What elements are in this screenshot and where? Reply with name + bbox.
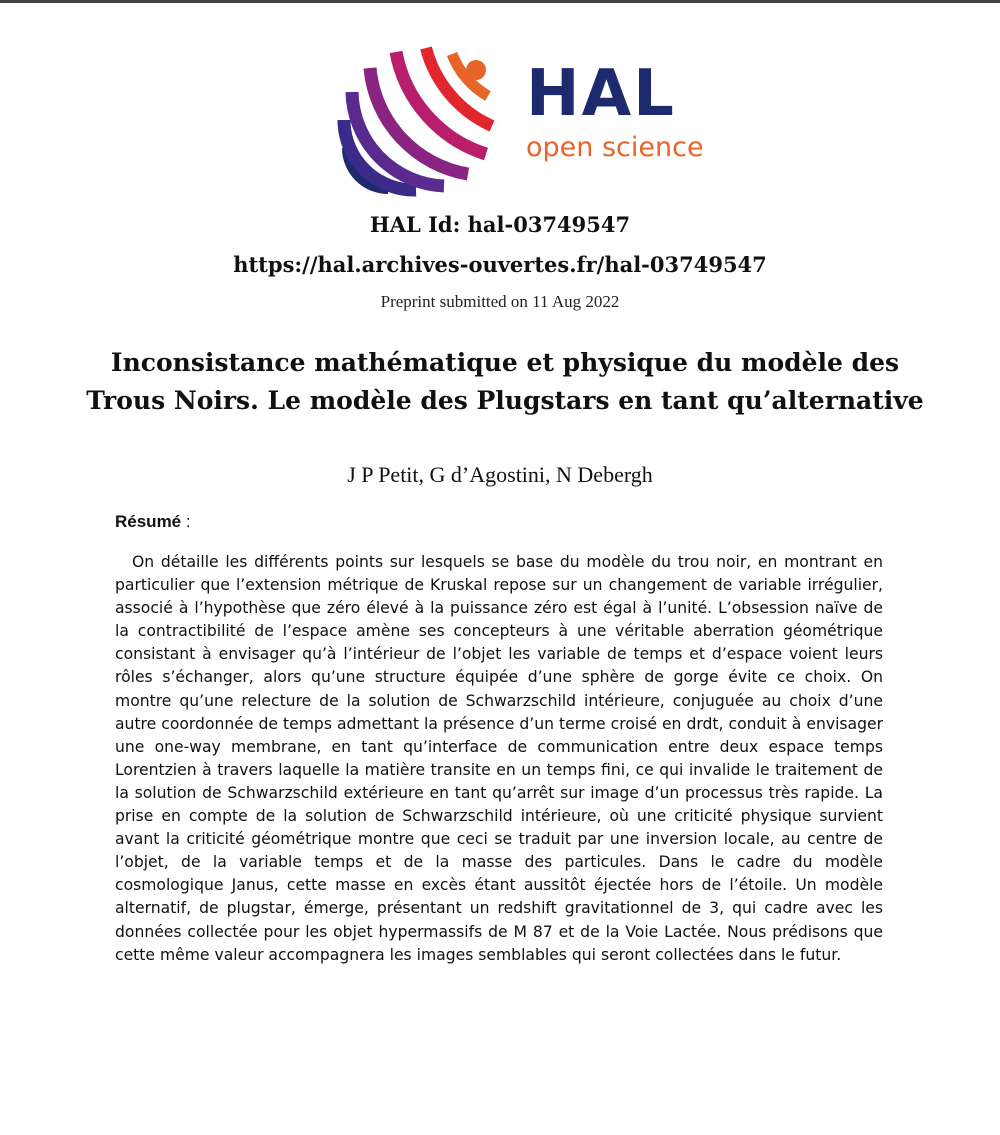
paper-authors: J P Petit, G d’Agostini, N Debergh bbox=[347, 462, 653, 487]
top-border bbox=[0, 0, 1000, 3]
submission-date: Preprint submitted on 11 Aug 2022 bbox=[380, 292, 620, 311]
hal-wordmark-title: HAL bbox=[526, 57, 676, 131]
paper-title: Inconsistance mathématique et physique du modèle des Trous Noirs. Le modèle des Plugstars en tant qu’alternative bbox=[86, 348, 924, 415]
hal-arcs-icon bbox=[336, 40, 496, 200]
abstract-heading-label: Résumé bbox=[115, 512, 182, 531]
abstract-heading-colon: : bbox=[181, 512, 191, 531]
hal-logo bbox=[336, 40, 736, 200]
hal-id: HAL Id: hal-03749547 bbox=[369, 212, 631, 237]
abstract-text: On détaille les différents points sur lesquels se base du modèle du trou noir, en montrant en particulier que l’extension métrique de Kruskal repose sur un changement de variable irrégulier, associé à l’hypothèse que zéro élevé à la puissance zéro est égal à l’unité. L’obsession naïve de la contractibilité de l’espace amène ses concepteurs à une véritable aberration géométrique consistant à envisager qu’à l’intérieur de l’objet les variable de temps et d’espace voient leurs rôles s’échanger, alors qu’une structure équipée d’une sphère de gorge évite ce choix. On montre qu’une relecture de la solution de Schwarzschild intérieure, conjuguée au choix d’une autre coordonnée de temps admettant la présence d’un terme croisé en drdt, conduit à envisager une one-way membrane, en tant qu’interface de communication entre deux espace temps Lorentzien à travers laquelle la matière transite en un temps fini, ce qui invalide le traitement de la solution de Schwarzschild extérieure en tant qu’arrêt sur image d’un processus très rapide. La prise en compte de la solution de Schwarzschild intérieure, où une criticité physique survient avant la criticité géométrique montre que ceci se traduit par une inversion locale, au centre de l’objet, de la variable temps et de la masse des particules. Dans le cadre du modèle cosmologique Janus, cette masse en excès étant aussitôt éjectée hors de l’étoile. Un modèle alternatif, de plugstar, émerge, présentant un redshift gravitationnel de 3, qui cadre avec les données collectée pour les objet hypermassifs de M 87 et de la Voie Lactée. Nous prédisons que cette même valeur accompagnera les images semblables qui seront collectées dans le futur. bbox=[115, 553, 883, 964]
hal-wordmark-tagline: open science bbox=[526, 132, 704, 163]
hal-url-link[interactable]: https://hal.archives-ouvertes.fr/hal-03749547 bbox=[233, 252, 767, 277]
abstract-heading bbox=[115, 512, 191, 532]
hal-wordmark bbox=[526, 57, 704, 164]
submission-date-artifact bbox=[345, 313, 665, 321]
